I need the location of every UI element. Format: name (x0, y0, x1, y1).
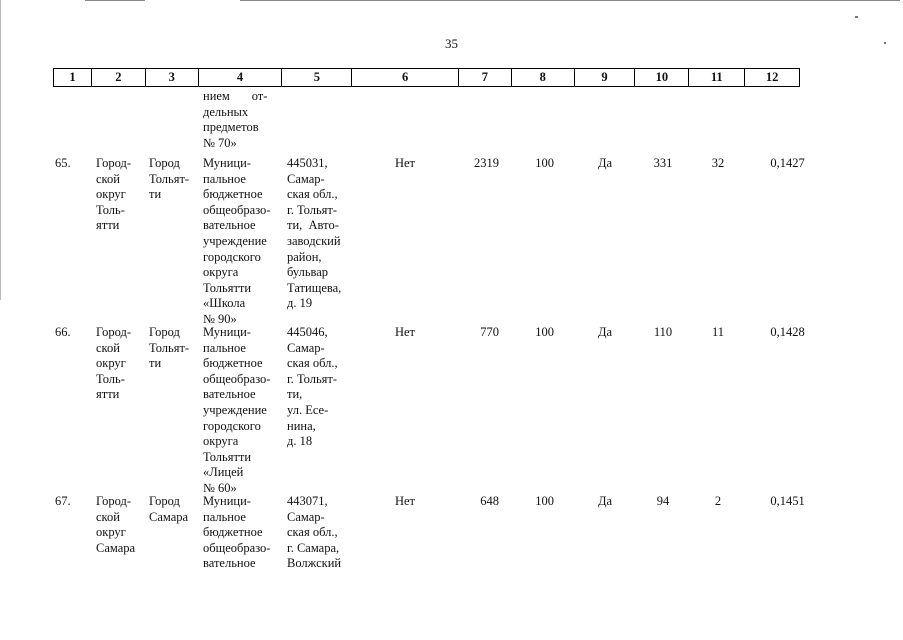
institution-line: бюджетное (203, 356, 263, 371)
district-line: округ (96, 356, 126, 371)
city-line: Город (149, 156, 180, 170)
institution-line: Тольятти (203, 280, 252, 295)
header-cell: 9 (575, 69, 636, 86)
institution-line: № 60» (203, 481, 237, 495)
institution-line: вательное (203, 556, 256, 571)
header-cell: 1 (54, 69, 92, 86)
institution-line: общеобразо- (203, 202, 271, 217)
address-line: Татищева, (287, 280, 342, 295)
institution-line: учреждение (203, 234, 267, 248)
header-cell: 6 (352, 69, 459, 86)
district-line: ской (96, 509, 120, 524)
address-line: д. 19 (287, 296, 313, 311)
city-line: Город (149, 494, 180, 508)
header-cell: 7 (459, 69, 512, 86)
city-line: Тольят- (149, 340, 190, 355)
header-cell: 5 (282, 69, 352, 86)
address-line: 445031, (287, 156, 328, 170)
district-line: округ (96, 525, 126, 540)
row-number: 65. (55, 156, 71, 170)
institution-line: Муници- (203, 156, 251, 170)
institution-line: «Лицей (203, 465, 244, 480)
cell-value: 0,1427 (770, 156, 805, 170)
district-line: округ (96, 187, 126, 202)
address-line: Самар- (287, 340, 325, 355)
address-line: 443071, (287, 494, 328, 508)
cell-value: 770 (480, 325, 499, 339)
cell-flag: Да (597, 494, 613, 508)
institution-line: Муници- (203, 325, 251, 339)
district-line: ской (96, 171, 120, 186)
institution-line: Тольятти (203, 449, 252, 464)
address-line: Самар- (287, 171, 325, 186)
table-header (53, 68, 800, 87)
address-line: 445046, (287, 325, 328, 339)
cell-value: 100 (535, 325, 554, 339)
cell-flag: Да (597, 156, 613, 170)
institution-line: № 90» (203, 312, 237, 326)
institution-line: вательное (203, 218, 256, 233)
district-line: ятти (96, 387, 120, 402)
city-line: Город (149, 325, 180, 339)
address-line: нина, (287, 418, 316, 433)
district-line: Город- (96, 325, 132, 339)
address-line: заводский (287, 234, 341, 248)
district-line: Толь- (96, 371, 125, 386)
header-cell: 10 (635, 69, 689, 86)
cell-availability: Нет (394, 156, 416, 170)
cell-value: 32 (711, 156, 725, 170)
address-line: д. 18 (287, 434, 313, 449)
institution-line: пальное (203, 509, 246, 524)
institution-line: пальное (203, 340, 246, 355)
cell-value: 331 (653, 156, 673, 170)
address-line: г. Самара, (287, 540, 340, 555)
cell-value: 2 (714, 494, 722, 508)
institution-line: округа (203, 434, 239, 449)
institution-line: учреждение (203, 403, 267, 417)
header-cell: 4 (199, 69, 283, 86)
cell-value: 11 (711, 325, 725, 339)
institution-line: «Школа (203, 296, 246, 311)
address-line: ти, (287, 387, 303, 402)
address-line: ская обл., (287, 525, 338, 540)
institution-line: общеобразо- (203, 540, 271, 555)
continuation-line: № 70» (203, 135, 237, 150)
page-number: 35 (445, 36, 458, 51)
top-rule-right (240, 0, 900, 1)
institution-line: бюджетное (203, 187, 263, 202)
top-rule-left (85, 0, 145, 1)
header-cell: 11 (689, 69, 745, 86)
cell-availability: Нет (394, 494, 416, 508)
district-line: ской (96, 340, 120, 355)
district-line: Город- (96, 494, 132, 508)
cell-value: 0,1428 (770, 325, 805, 339)
district-line: Толь- (96, 202, 125, 217)
institution-line: пальное (203, 171, 246, 186)
institution-line: вательное (203, 387, 256, 402)
address-line: бульвар (287, 265, 329, 280)
district-line: Город- (96, 156, 132, 170)
address-line: ти, Авто- (287, 218, 339, 233)
cell-value: 110 (653, 325, 673, 339)
row-number: 66. (55, 325, 71, 339)
address-line: Самар- (287, 509, 325, 524)
scan-speck (855, 16, 858, 18)
cell-value: 100 (535, 494, 554, 508)
city-line: ти (149, 356, 162, 371)
cell-flag: Да (597, 325, 613, 339)
continuation-line: дельных (203, 104, 249, 119)
institution-line: общеобразо- (203, 371, 271, 386)
institution-line: городского (203, 418, 261, 433)
cell-value: 0,1451 (770, 494, 805, 508)
header-cell: 8 (512, 69, 575, 86)
institution-line: округа (203, 265, 239, 280)
cell-value: 94 (656, 494, 670, 508)
cell-value: 100 (535, 156, 554, 170)
address-line: ул. Есе- (287, 403, 329, 417)
cell-availability: Нет (394, 325, 416, 339)
institution-line: городского (203, 249, 261, 264)
row-number: 67. (55, 494, 71, 508)
city-line: ти (149, 187, 162, 202)
address-line: Волжский (287, 556, 342, 571)
cell-value: 2319 (474, 156, 499, 170)
institution-line: Муници- (203, 494, 251, 508)
city-line: Тольят- (149, 171, 190, 186)
address-line: г. Тольят- (287, 371, 338, 386)
district-line: Самара (96, 540, 136, 555)
cell-value: 648 (480, 494, 499, 508)
header-cell: 3 (146, 69, 199, 86)
continuation-line: нием от- (203, 89, 268, 103)
header-cell: 12 (765, 70, 779, 84)
continuation-line: предметов (203, 120, 259, 135)
institution-line: бюджетное (203, 525, 263, 540)
address-line: район, (287, 249, 322, 264)
city-line: Самара (149, 509, 189, 524)
address-line: ская обл., (287, 187, 338, 202)
address-line: ская обл., (287, 356, 338, 371)
header-cell: 2 (92, 69, 146, 86)
address-line: г. Тольят- (287, 202, 338, 217)
district-line: ятти (96, 218, 120, 233)
